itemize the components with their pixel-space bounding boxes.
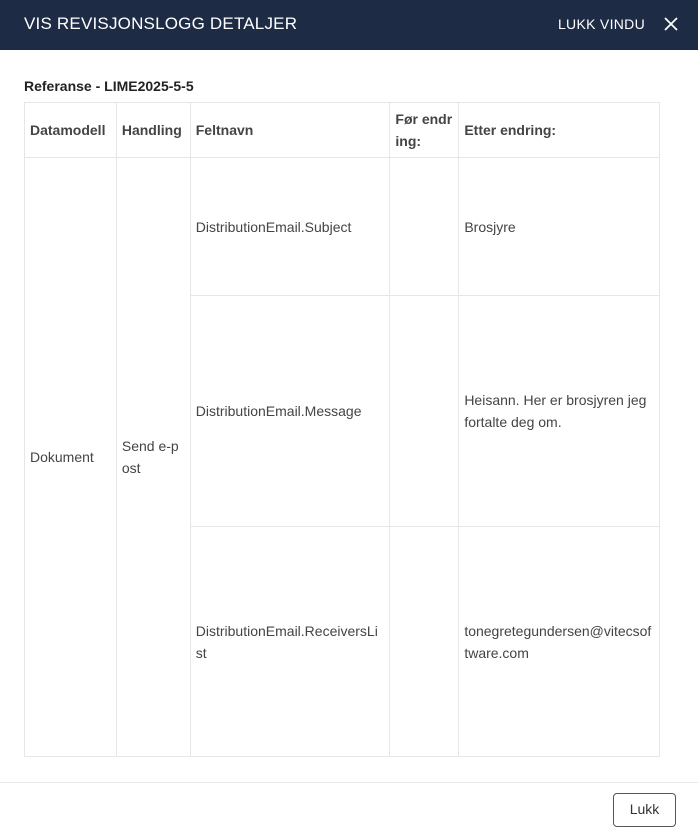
- cell-for-endring: [390, 527, 459, 757]
- close-icon[interactable]: [662, 13, 680, 35]
- close-button[interactable]: Lukk: [613, 793, 676, 827]
- cell-feltnavn: DistributionEmail.Message: [190, 296, 390, 527]
- column-header-for-endring: Før endring:: [390, 103, 459, 158]
- cell-feltnavn: DistributionEmail.Subject: [190, 158, 390, 296]
- column-header-feltnavn: Feltnavn: [190, 103, 390, 158]
- cell-for-endring: [390, 296, 459, 527]
- cell-handling: Send e-post: [116, 158, 190, 757]
- close-window-link[interactable]: LUKK VINDU: [557, 16, 645, 32]
- footer-divider: [0, 782, 698, 783]
- table-row: [25, 158, 660, 296]
- table-header-row: [25, 103, 660, 158]
- cell-feltnavn: DistributionEmail.ReceiversList: [190, 527, 390, 757]
- cell-for-endring: [390, 158, 459, 296]
- dialog-header: [0, 0, 698, 50]
- cell-etter-endring: tonegretegundersen@vitecsoftware.com: [459, 527, 660, 757]
- reference-label: Referanse - LIME2025-5-5: [24, 78, 194, 94]
- cell-datamodell: Dokument: [25, 158, 117, 757]
- column-header-handling: Handling: [116, 103, 190, 158]
- cell-etter-endring: Brosjyre: [459, 158, 660, 296]
- cell-etter-endring: Heisann. Her er brosjyren jeg fortalte deg om.: [459, 296, 660, 527]
- column-header-datamodell: Datamodell: [25, 103, 117, 158]
- revision-log-table: [24, 102, 660, 757]
- dialog-title: VIS REVISJONSLOGG DETALJER: [24, 14, 298, 33]
- column-header-etter-endring: Etter endring:: [459, 103, 660, 158]
